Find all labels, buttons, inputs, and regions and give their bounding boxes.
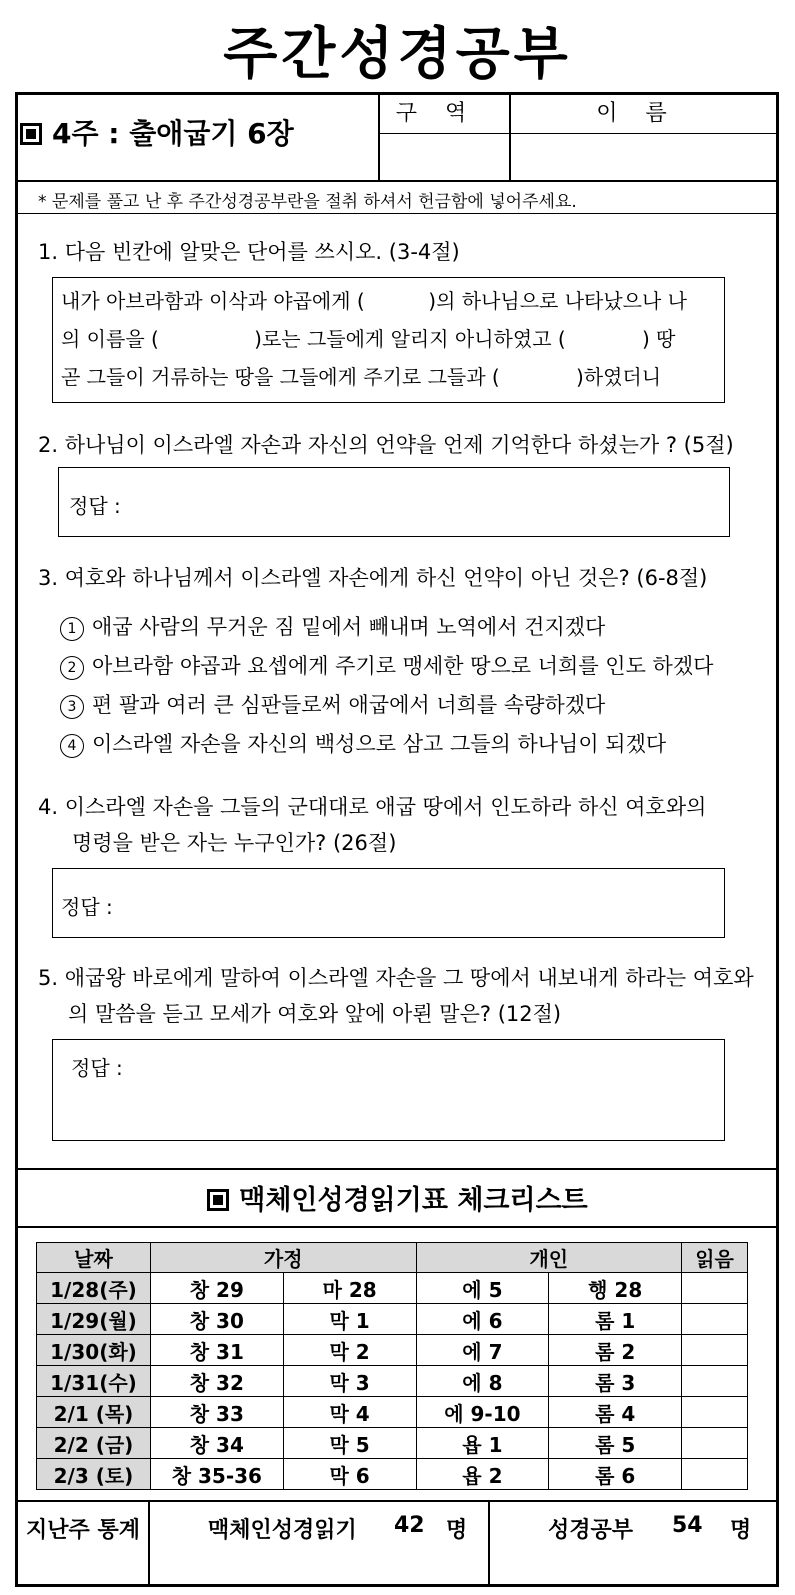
option-4[interactable]	[60, 728, 666, 758]
notice-bottom-line	[18, 213, 776, 214]
question-5-line-2: 의 말씀을 듣고 모세가 여호와 앞에 아뢴 말은? (12절)	[68, 1002, 562, 1026]
personal-reading-1: 에 7	[416, 1335, 549, 1366]
date-cell: 1/29(월)	[37, 1304, 151, 1335]
table-row	[37, 1397, 748, 1428]
option-text: 이스라엘 자손을 자신의 백성으로 삼고 그들의 하나님이 되겠다	[92, 732, 667, 756]
personal-reading-2: 행 28	[549, 1273, 682, 1304]
header-family: 가정	[150, 1243, 416, 1273]
table-row	[37, 1459, 748, 1490]
personal-reading-1: 욥 2	[416, 1459, 549, 1490]
answer-label: 정답 :	[69, 494, 121, 518]
question-2: 2. 하나님이 이스라엘 자손과 자신의 언약을 언제 기억한다 하셨는가 ? (5절)	[38, 433, 734, 457]
question-1: 1. 다음 빈칸에 알맞은 단어를 쓰시오. (3-4절)	[38, 240, 460, 264]
week-title-text: 4주 : 출애굽기 6장	[52, 117, 294, 150]
family-reading-1: 창 33	[150, 1397, 283, 1428]
question-3: 3. 여호와 하나님께서 이스라엘 자손에게 하신 언약이 아닌 것은? (6-8절)	[38, 566, 708, 590]
study-label: 성경공부	[548, 1518, 634, 1543]
date-cell: 1/28(주)	[37, 1273, 151, 1304]
stats-divider	[488, 1500, 490, 1584]
personal-reading-2: 롬 5	[549, 1428, 682, 1459]
personal-reading-1: 욥 1	[416, 1428, 549, 1459]
option-number: 4	[60, 734, 84, 758]
name-field[interactable]	[509, 134, 777, 174]
question-4	[38, 792, 706, 858]
read-checkbox[interactable]	[682, 1304, 748, 1335]
date-cell: 1/31(수)	[37, 1366, 151, 1397]
option-2[interactable]	[60, 650, 713, 680]
checklist-title-bottom-line	[18, 1226, 776, 1228]
personal-reading-1: 에 9-10	[416, 1397, 549, 1428]
checklist-title-text: 맥체인성경읽기표 체크리스트	[239, 1185, 588, 1216]
family-reading-2: 막 6	[283, 1459, 416, 1490]
square-bullet-icon	[207, 1189, 229, 1211]
name-label: 이름	[596, 101, 695, 126]
question-5	[38, 963, 754, 1029]
study-count: 54	[672, 1513, 703, 1538]
stats-top-line	[18, 1500, 776, 1502]
personal-reading-1: 에 5	[416, 1273, 549, 1304]
family-reading-1: 창 31	[150, 1335, 283, 1366]
checklist-top-line	[18, 1168, 776, 1170]
notice-text: * 문제를 풀고 난 후 주간성경공부란을 절취 하셔서 헌금함에 넣어주세요.	[38, 192, 577, 212]
mcheyne-unit: 명	[446, 1518, 468, 1543]
family-reading-1: 창 32	[150, 1366, 283, 1397]
region-label: 구역	[395, 101, 495, 126]
answer-box-4[interactable]	[52, 868, 725, 938]
fill-in-line: 내가 아브라함과 이삭과 야곱에게 ( )의 하나님으로 나타났으나 나	[61, 289, 688, 313]
week-title	[20, 112, 294, 152]
table-row	[37, 1335, 748, 1366]
square-bullet-icon	[20, 123, 42, 145]
option-number: 2	[60, 656, 84, 680]
reading-plan-table	[36, 1242, 748, 1490]
region-header	[380, 96, 510, 127]
mcheyne-label: 맥체인성경읽기	[208, 1518, 357, 1543]
header-personal: 개인	[416, 1243, 682, 1273]
family-reading-2: 막 1	[283, 1304, 416, 1335]
family-reading-1: 창 35-36	[150, 1459, 283, 1490]
header-bottom-line	[18, 180, 776, 182]
read-checkbox[interactable]	[682, 1335, 748, 1366]
fill-in-line: 곧 그들이 거류하는 땅을 그들에게 주기로 그들과 ( )하였더니	[61, 365, 662, 389]
family-reading-2: 막 5	[283, 1428, 416, 1459]
option-text: 아브라함 야곱과 요셉에게 주기로 맹세한 땅으로 너희를 인도 하겠다	[92, 654, 714, 678]
personal-reading-2: 롬 4	[549, 1397, 682, 1428]
header-date: 날짜	[37, 1243, 151, 1273]
option-number: 3	[60, 695, 84, 719]
stats-label: 지난주 통계	[26, 1518, 140, 1543]
fill-in-line: 의 이름을 ( )로는 그들에게 알리지 아니하였고 ( ) 땅	[61, 327, 676, 351]
date-cell: 2/3 (토)	[37, 1459, 151, 1490]
family-reading-2: 막 3	[283, 1366, 416, 1397]
table-header-row	[37, 1243, 748, 1273]
table-row	[37, 1366, 748, 1397]
question-5-line-1: 5. 애굽왕 바로에게 말하여 이스라엘 자손을 그 땅에서 내보내게 하라는 여호와	[38, 966, 754, 990]
family-reading-2: 막 2	[283, 1335, 416, 1366]
table-row	[37, 1304, 748, 1335]
option-text: 편 팔과 여러 큰 심판들로써 애굽에서 너희를 속량하겠다	[92, 693, 606, 717]
question-4-line-1: 4. 이스라엘 자손을 그들의 군대대로 애굽 땅에서 인도하라 하신 여호와의	[38, 795, 707, 819]
answer-box-2[interactable]	[58, 467, 730, 537]
answer-label: 정답 :	[71, 1056, 123, 1080]
personal-reading-2: 롬 6	[549, 1459, 682, 1490]
option-text: 애굽 사람의 무거운 짐 밑에서 빼내며 노역에서 건지겠다	[92, 615, 606, 639]
study-unit: 명	[730, 1518, 752, 1543]
family-reading-1: 창 30	[150, 1304, 283, 1335]
date-cell: 2/2 (금)	[37, 1428, 151, 1459]
mcheyne-count: 42	[394, 1513, 425, 1538]
header-read: 읽음	[682, 1243, 748, 1273]
name-header	[512, 96, 779, 127]
read-checkbox[interactable]	[682, 1397, 748, 1428]
answer-label: 정답 :	[61, 895, 113, 919]
personal-reading-2: 롬 3	[549, 1366, 682, 1397]
family-reading-2: 마 28	[283, 1273, 416, 1304]
family-reading-1: 창 29	[150, 1273, 283, 1304]
date-cell: 2/1 (목)	[37, 1397, 151, 1428]
personal-reading-2: 롬 1	[549, 1304, 682, 1335]
option-3[interactable]	[60, 689, 605, 719]
region-field[interactable]	[377, 134, 506, 174]
question-4-line-2: 명령을 받은 자는 누구인가? (26절)	[72, 831, 397, 855]
date-cell: 1/30(화)	[37, 1335, 151, 1366]
read-checkbox[interactable]	[682, 1428, 748, 1459]
read-checkbox[interactable]	[682, 1366, 748, 1397]
stats-divider	[148, 1500, 150, 1584]
option-1[interactable]	[60, 611, 605, 641]
page-title: 주간성경공부	[223, 22, 572, 87]
read-checkbox[interactable]	[682, 1273, 748, 1304]
personal-reading-2: 롬 2	[549, 1335, 682, 1366]
read-checkbox[interactable]	[682, 1459, 748, 1490]
personal-reading-1: 에 6	[416, 1304, 549, 1335]
option-number: 1	[60, 617, 84, 641]
checklist-title	[0, 1178, 795, 1217]
personal-reading-1: 에 8	[416, 1366, 549, 1397]
answer-box-5[interactable]	[52, 1039, 725, 1141]
fill-in-box	[52, 277, 725, 403]
table-row	[37, 1428, 748, 1459]
family-reading-2: 막 4	[283, 1397, 416, 1428]
table-row	[37, 1273, 748, 1304]
family-reading-1: 창 34	[150, 1428, 283, 1459]
